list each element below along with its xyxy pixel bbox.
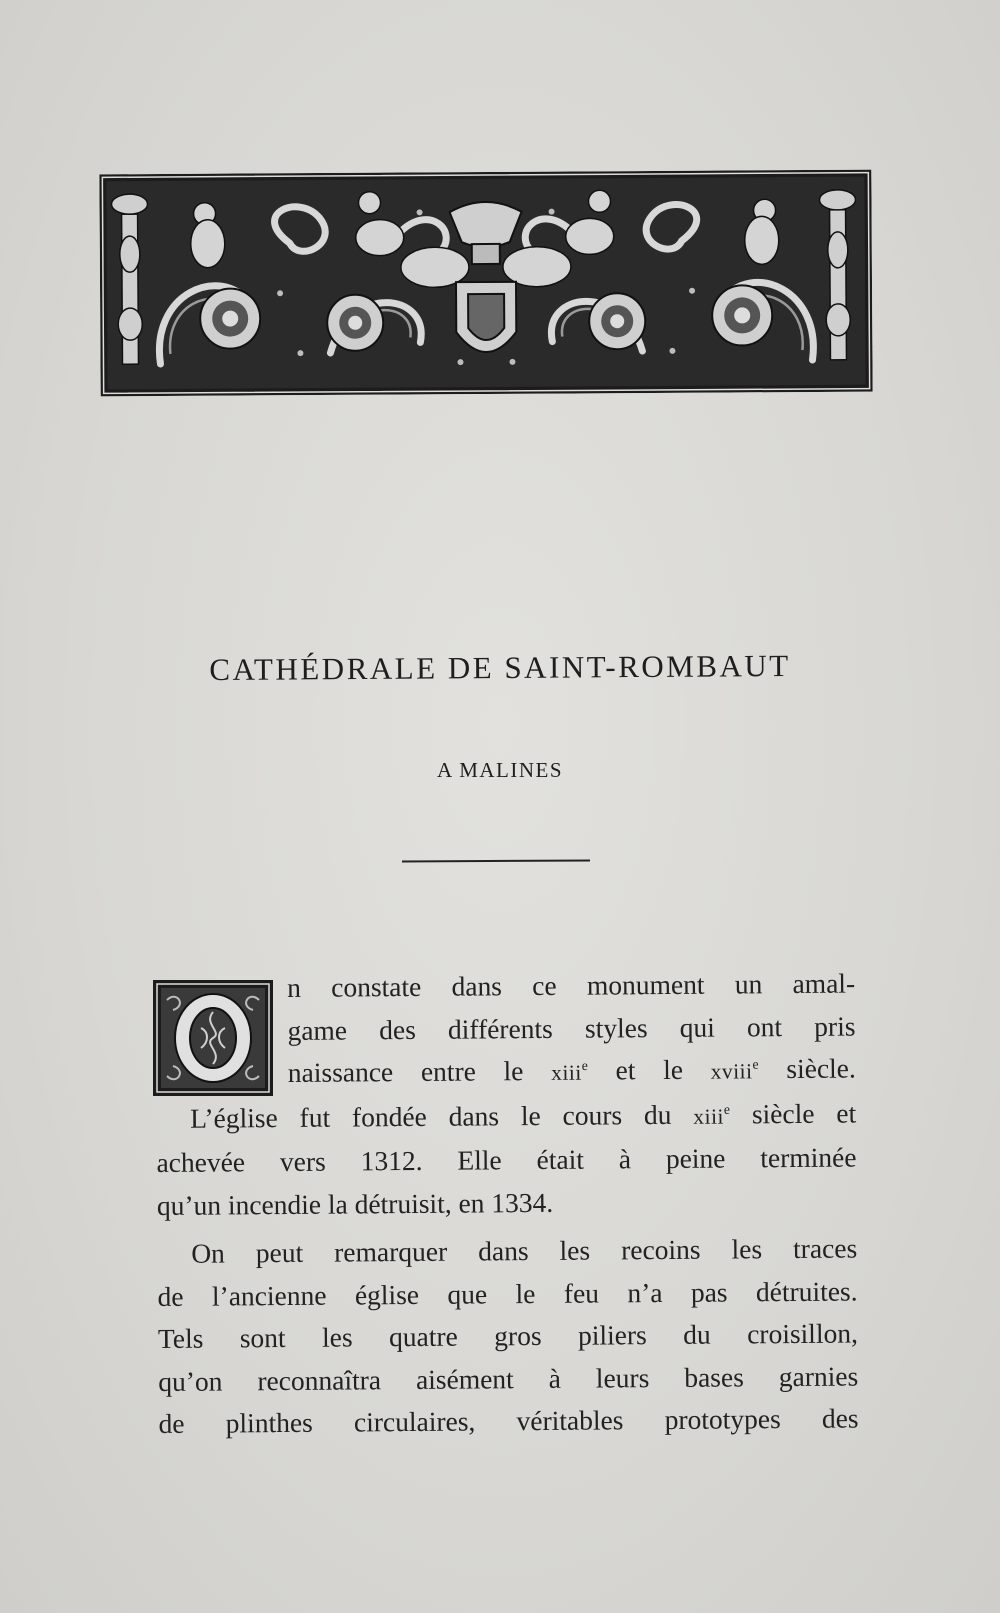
text-line: naissance entre le xiii$^e$ et le xviii$^e$ siècle. — [287, 1052, 856, 1088]
text-line: qu’un incendie la détruisit, en 1334. — [156, 1186, 554, 1221]
body-text — [155, 963, 859, 1446]
page-subtitle: A MALINES — [436, 758, 564, 782]
text-line: achevée vers 1312. Elle était à peine terminée — [156, 1141, 857, 1178]
text-line: L’église fut fondée dans le cours du xiii$^e$ siècle et — [190, 1096, 857, 1134]
text-line: de plinthes circulaires, véritables prototypes des — [158, 1402, 859, 1439]
text-line: qu’on reconnaîtra aisément à leurs bases garnies — [158, 1359, 859, 1397]
title-rule-divider — [402, 860, 590, 863]
text-line: game des différents styles qui ont pris — [287, 1010, 856, 1046]
text-line: Tels sont les quatre gros piliers du croisillon, — [157, 1317, 859, 1354]
text-line: de l’ancienne église que le feu n’a pas détruites. — [157, 1274, 858, 1312]
text-line: On peut remarquer dans les recoins les traces — [191, 1232, 858, 1269]
ornamental-headpiece-icon — [99, 170, 872, 397]
text-line: n constate dans ce monument un amal- — [287, 967, 856, 1003]
page-title: CATHÉDRALE DE SAINT-ROMBAUT — [209, 647, 791, 688]
